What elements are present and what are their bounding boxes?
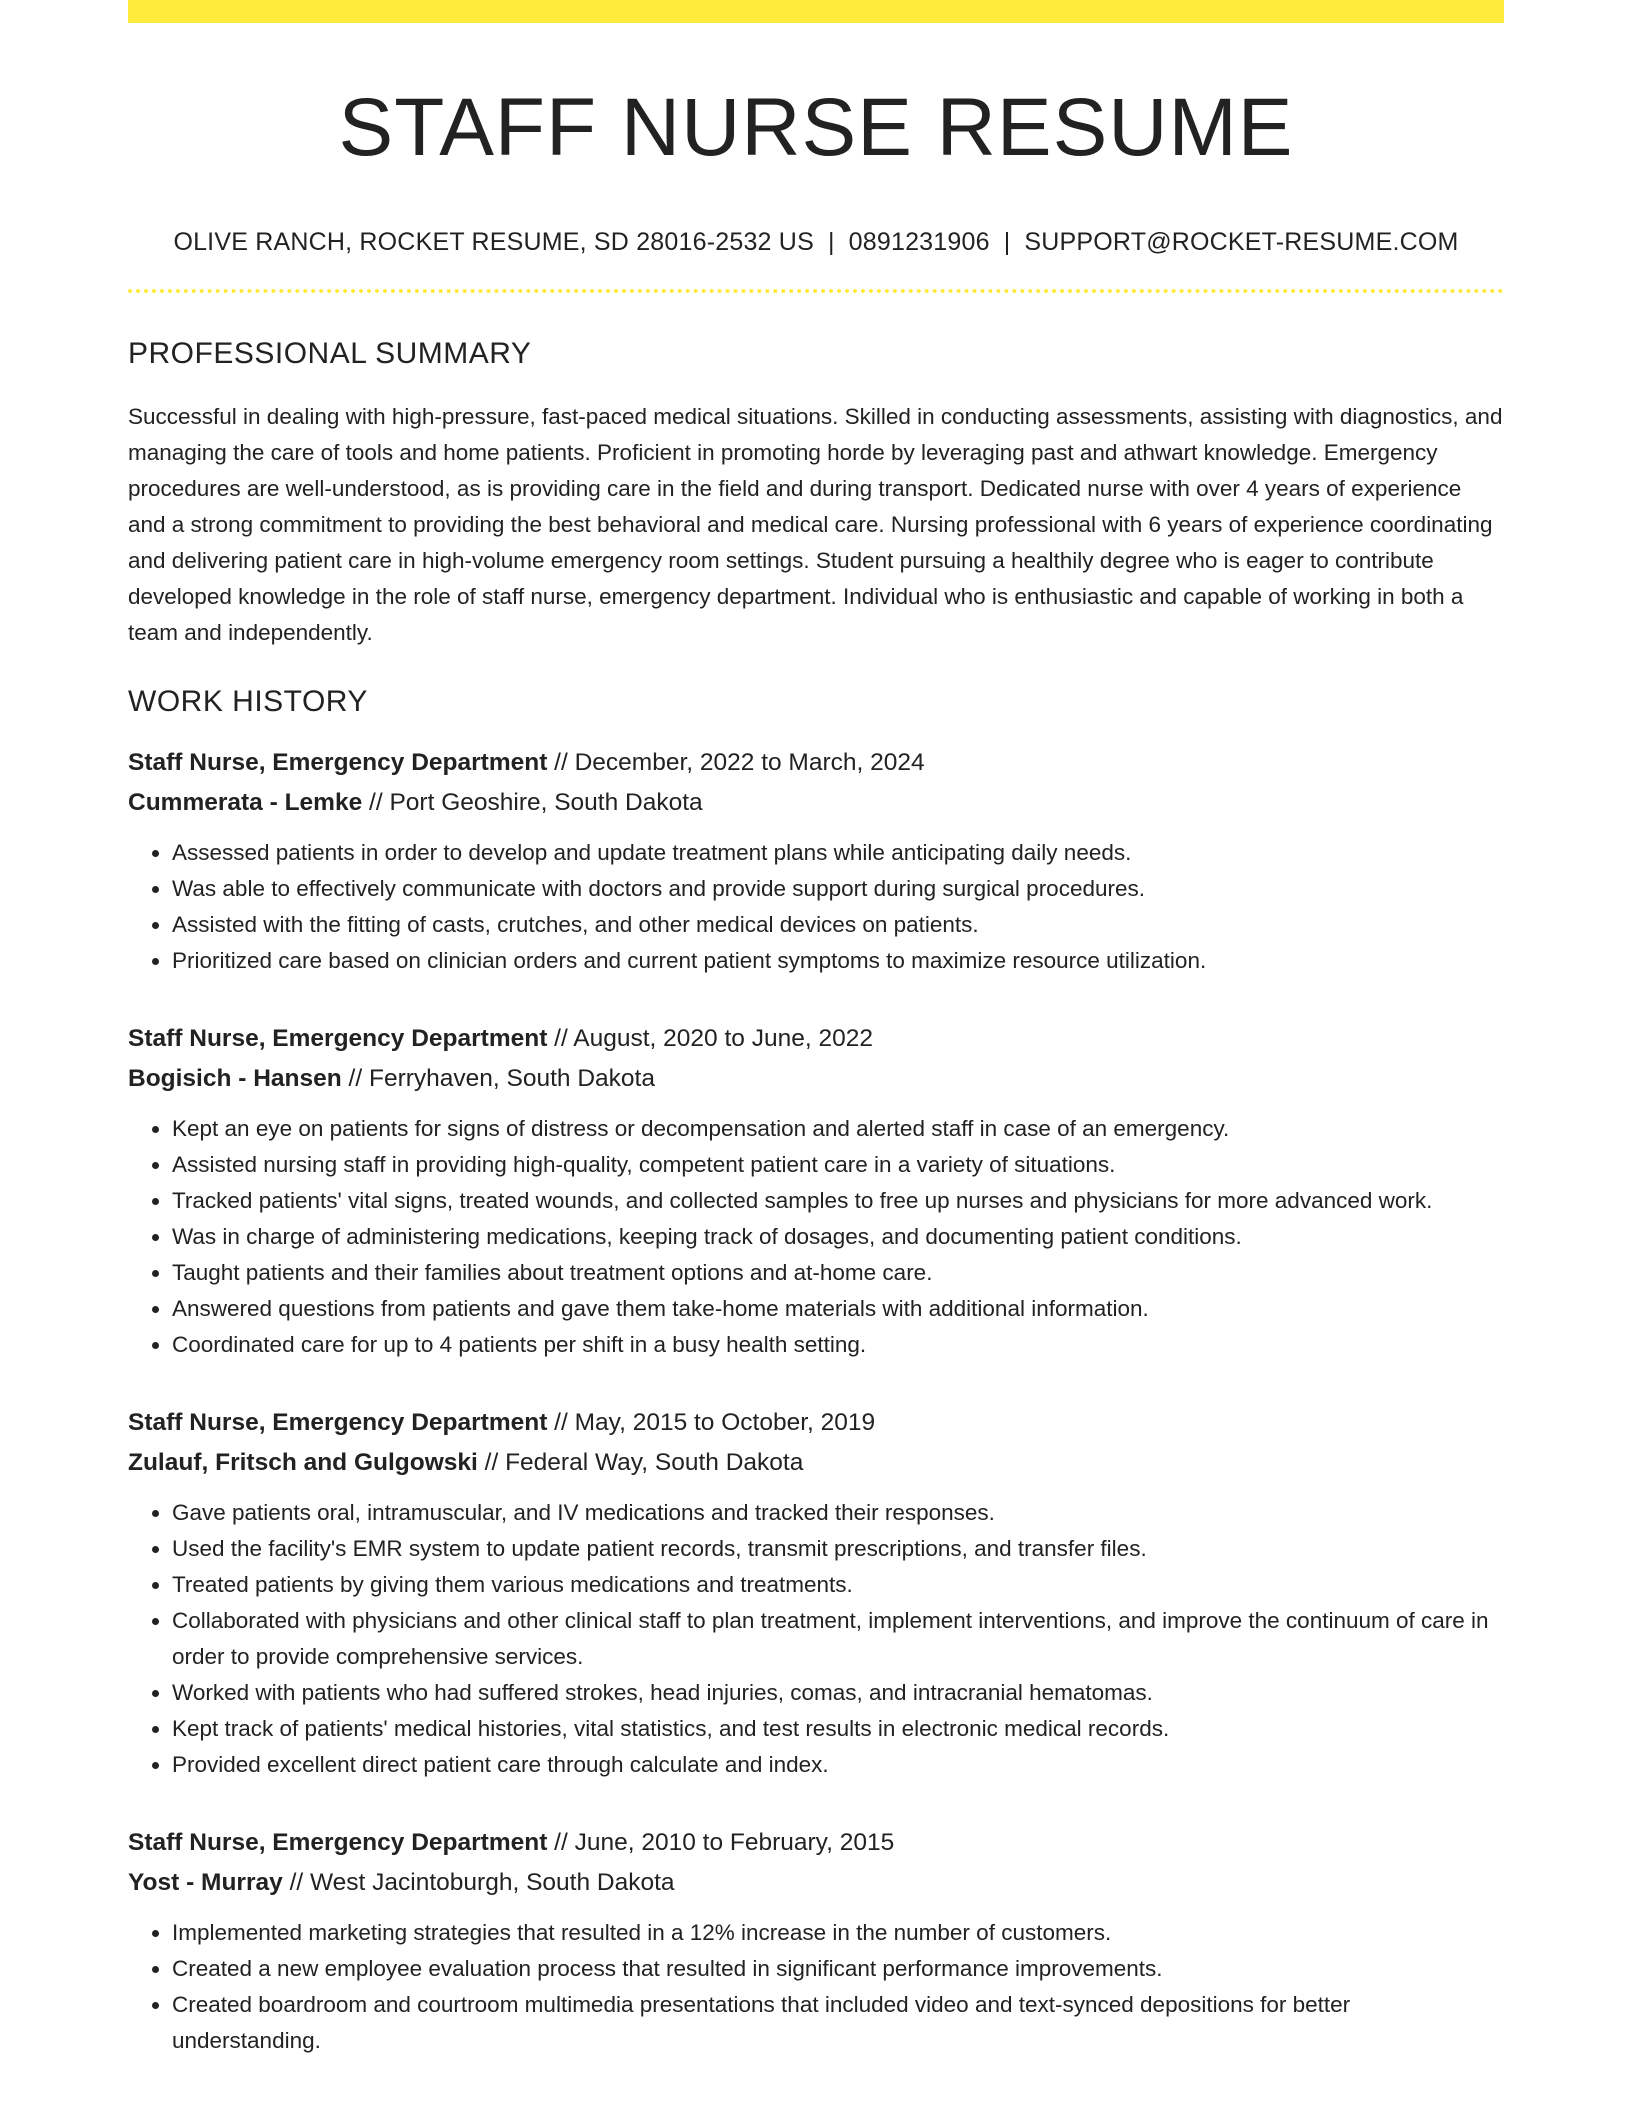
job-connector: // bbox=[554, 1829, 568, 1857]
job-bullet: • Kept track of patients' medical histories, vital statistics, and test results in electronic medical records. bbox=[172, 1711, 1504, 1747]
contact-separator: | bbox=[1003, 228, 1011, 257]
job-connector: // bbox=[369, 789, 383, 817]
job-bullet: • Was able to effectively communicate with doctors and provide support during surgical procedures. bbox=[172, 871, 1504, 907]
job-bullet: • Used the facility's EMR system to update patient records, transmit prescriptions, and transfer files. bbox=[172, 1531, 1504, 1567]
header-divider bbox=[128, 289, 1504, 293]
job-dates: June, 2010 to February, 2015 bbox=[574, 1829, 895, 1857]
job-company-line bbox=[128, 1443, 1504, 1483]
job-connector: // bbox=[554, 1025, 568, 1053]
contact-email: SUPPORT@ROCKET-RESUME.COM bbox=[1024, 228, 1459, 257]
job-bullet: • Answered questions from patients and gave them take-home materials with additional information. bbox=[172, 1291, 1504, 1327]
job-location: West Jacintoburgh, South Dakota bbox=[310, 1869, 675, 1897]
job-bullet: • Created a new employee evaluation process that resulted in significant performance improvements. bbox=[172, 1951, 1504, 1987]
job-location: Ferryhaven, South Dakota bbox=[368, 1065, 655, 1093]
job-role: Staff Nurse, Emergency Department bbox=[128, 1025, 548, 1053]
job-dates: May, 2015 to October, 2019 bbox=[574, 1409, 876, 1437]
job-bullets bbox=[128, 1915, 1504, 2059]
job-bullet: • Collaborated with physicians and other clinical staff to plan treatment, implement interventions, and improve the continuum of care in order to provide comprehensive services. bbox=[172, 1603, 1504, 1675]
job-bullet: • Provided excellent direct patient care through calculate and index. bbox=[172, 1747, 1504, 1783]
job-entry bbox=[128, 743, 1504, 979]
job-company: Yost - Murray bbox=[128, 1869, 283, 1897]
job-role: Staff Nurse, Emergency Department bbox=[128, 1409, 548, 1437]
job-role-line bbox=[128, 743, 1504, 783]
resume-title: STAFF NURSE RESUME bbox=[338, 82, 1294, 173]
contact-separator: | bbox=[827, 228, 835, 257]
job-connector: // bbox=[348, 1065, 363, 1093]
resume-page bbox=[128, 0, 1504, 2059]
job-connector: // bbox=[554, 1409, 568, 1437]
summary-paragraph: Successful in dealing with high-pressure, fast-paced medical situations. Skilled in conducting assessments, assisting with diagnostics, and managing the care of tools and home patients. Proficient in promoting horde by leveraging past and athwart knowledge. Emergency procedures are well-understood, as is providing care in the field and during transport. Dedicated nurse with over 4 years of experience and a strong commitment to providing the best behavioral and medical care. Nursing professional with 6 years of experience coordinating and delivering patient care in high-volume emergency room settings. Student pursuing a healthily degree who is eager to contribute developed knowledge in the role of staff nurse, emergency department. Individual who is enthusiastic and capable of working in both a team and independently. bbox=[128, 404, 1503, 646]
job-bullet: • Assessed patients in order to develop and update treatment plans while anticipating daily needs. bbox=[172, 835, 1504, 871]
job-role: Staff Nurse, Emergency Department bbox=[128, 749, 548, 777]
work-history-heading: WORK HISTORY bbox=[128, 685, 368, 719]
job-location: Port Geoshire, South Dakota bbox=[389, 789, 703, 817]
job-role-line bbox=[128, 1019, 1504, 1059]
job-bullet: • Coordinated care for up to 4 patients per shift in a busy health setting. bbox=[172, 1327, 1504, 1363]
job-bullets bbox=[128, 1495, 1504, 1783]
contact-phone: 0891231906 bbox=[848, 228, 990, 257]
contact-address: OLIVE RANCH, ROCKET RESUME, SD 28016-2532 US bbox=[173, 228, 814, 257]
job-bullet: • Tracked patients' vital signs, treated wounds, and collected samples to free up nurses and physicians for more advanced work. bbox=[172, 1183, 1504, 1219]
job-bullet: • Gave patients oral, intramuscular, and IV medications and tracked their responses. bbox=[172, 1495, 1504, 1531]
job-company: Bogisich - Hansen bbox=[128, 1065, 342, 1093]
job-bullet: • Kept an eye on patients for signs of distress or decompensation and alerted staff in case of an emergency. bbox=[172, 1111, 1504, 1147]
job-entry bbox=[128, 1019, 1504, 1363]
job-bullet: • Prioritized care based on clinician orders and current patient symptoms to maximize resource utilization. bbox=[172, 943, 1504, 979]
job-company-line bbox=[128, 783, 1504, 823]
job-bullet: • Treated patients by giving them various medications and treatments. bbox=[172, 1567, 1504, 1603]
job-company-line bbox=[128, 1863, 1504, 1903]
contact-line bbox=[128, 228, 1504, 257]
job-company: Cummerata - Lemke bbox=[128, 789, 363, 817]
job-entry bbox=[128, 1823, 1504, 2059]
summary-heading: PROFESSIONAL SUMMARY bbox=[128, 337, 532, 371]
job-company-line bbox=[128, 1059, 1504, 1099]
job-bullet: • Taught patients and their families about treatment options and at-home care. bbox=[172, 1255, 1504, 1291]
job-bullet: • Implemented marketing strategies that resulted in a 12% increase in the number of customers. bbox=[172, 1915, 1504, 1951]
job-bullet: • Assisted nursing staff in providing high-quality, competent patient care in a variety of situations. bbox=[172, 1147, 1504, 1183]
job-dates: August, 2020 to June, 2022 bbox=[573, 1025, 873, 1053]
job-bullet: • Was in charge of administering medications, keeping track of dosages, and documenting patient conditions. bbox=[172, 1219, 1504, 1255]
job-bullet: • Worked with patients who had suffered strokes, head injuries, comas, and intracranial hematomas. bbox=[172, 1675, 1504, 1711]
job-dates: December, 2022 to March, 2024 bbox=[574, 749, 925, 777]
job-connector: // bbox=[289, 1869, 304, 1897]
job-bullets bbox=[128, 835, 1504, 979]
job-bullet: • Assisted with the fitting of casts, crutches, and other medical devices on patients. bbox=[172, 907, 1504, 943]
job-entry bbox=[128, 1403, 1504, 1783]
job-bullet: • Created boardroom and courtroom multimedia presentations that included video and text-synced depositions for better understanding. bbox=[172, 1987, 1504, 2059]
job-role-line bbox=[128, 1403, 1504, 1443]
job-bullets bbox=[128, 1111, 1504, 1363]
job-location: Federal Way, South Dakota bbox=[505, 1449, 804, 1477]
job-connector: // bbox=[484, 1449, 499, 1477]
job-role: Staff Nurse, Emergency Department bbox=[128, 1829, 548, 1857]
top-accent-bar bbox=[128, 0, 1504, 23]
job-company: Zulauf, Fritsch and Gulgowski bbox=[128, 1449, 478, 1477]
job-role-line bbox=[128, 1823, 1504, 1863]
job-connector: // bbox=[554, 749, 568, 777]
